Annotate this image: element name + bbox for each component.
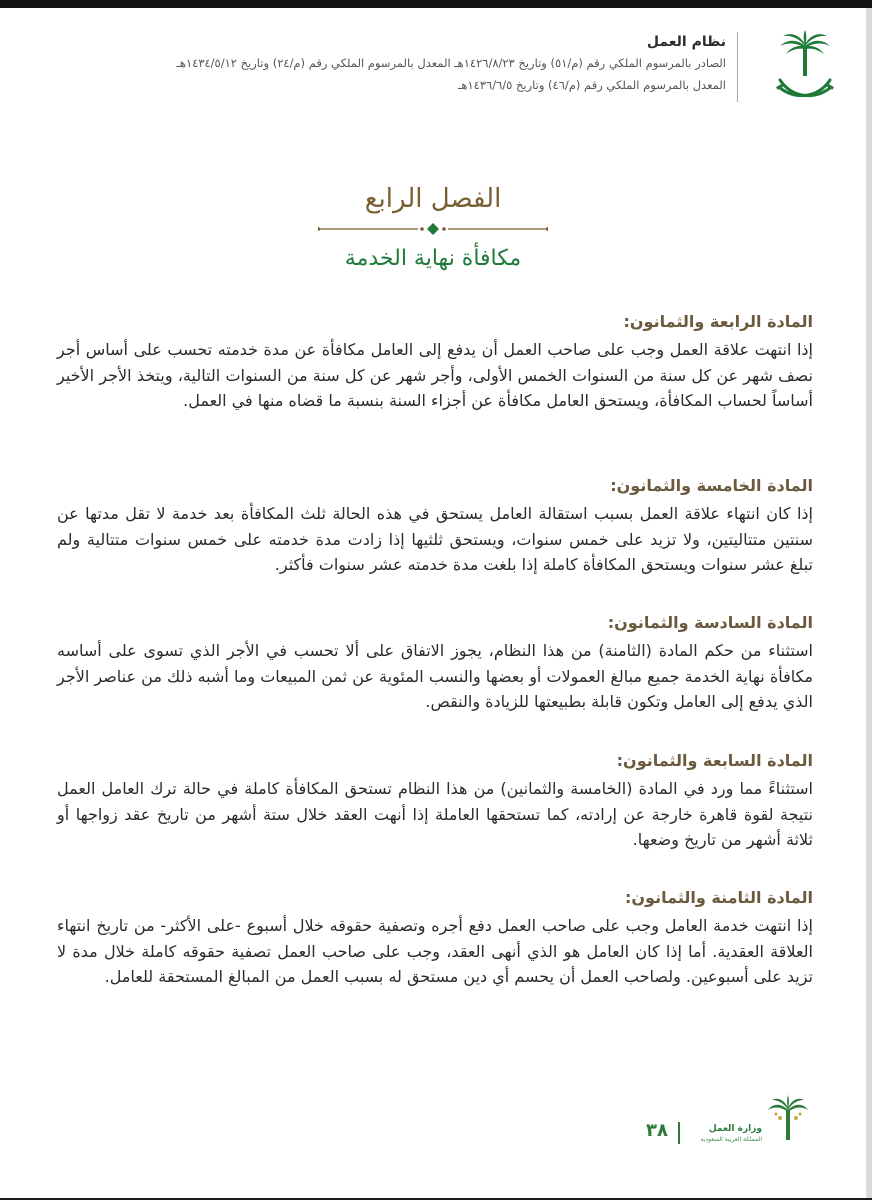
ornament-divider-icon: [318, 222, 548, 236]
chapter-subtitle: مكافأة نهاية الخدمة: [344, 246, 522, 271]
saudi-emblem-icon: [772, 28, 838, 108]
article-title: المادة السابعة والثمانون:: [616, 751, 813, 770]
article-84: [57, 309, 813, 414]
article-body: إذا انتهت خدمة العامل وجب على صاحب العمل دفع أجره وتصفية حقوقه خلال أسبوع -على الأكثر- من تاريخ انتهاء العلاقة العقدية. أما إذا كان العامل هو الذي أنهى العقد، وجب على صاحب العمل تصفية حقوقه كاملة خلال مدة لا تزيد على أسبوعين. ولصاحب العمل أن يحسم أي دين مستحق له بسبب العمل من المبالغ المستحقة للعامل.: [57, 916, 813, 986]
page-number: ٣٨: [646, 1120, 668, 1141]
article-87: [57, 748, 813, 853]
header-divider: [737, 32, 738, 102]
article-body: استثناءً مما ورد في المادة (الخامسة والثمانين) من هذا النظام تستحق المكافأة كاملة في حالة ترك العامل العمل نتيجة لقوة قاهرة خارجة عن إرادته، كما تستحقها العاملة إذا أنهت العقد خلال ستة أشهر من تاريخ عقد زواجها أو ثلاثة أشهر من تاريخ وضعها.: [57, 779, 813, 849]
ministry-country: المملكة العربية السعودية: [700, 1136, 762, 1143]
chapter-title: الفصل الرابع: [364, 184, 502, 214]
article-title: المادة الثامنة والثمانون:: [625, 888, 813, 907]
document-page: [0, 8, 866, 1198]
decree-line-1: الصادر بالمرسوم الملكي رقم (م/٥١) وتاريخ ١٤٢٦/٨/٢٣هـ المعدل بالمرسوم الملكي رقم (م/٢٤) وتاريخ ١٤٣٤/٥/١٢هـ: [176, 56, 726, 70]
document-header: [6, 34, 726, 100]
article-85: [57, 473, 813, 578]
decree-line-2: المعدل بالمرسوم الملكي رقم (م/٤٦) وتاريخ ١٤٣٦/٦/٥هـ: [458, 78, 726, 92]
article-86: [57, 610, 813, 715]
ministry-name: وزارة العمل: [708, 1124, 762, 1134]
ministry-logo-icon: [766, 1094, 810, 1146]
article-body: إذا انتهت علاقة العمل وجب على صاحب العمل أن يدفع إلى العامل مكافأة عن مدة خدمته تحسب على أساس أجر نصف شهر عن كل سنة من السنوات الخمس الأولى، وأجر شهر عن كل سنة من السنوات التالية، ويتخذ الأجر الأخير أساساً لحساب المكافأة، ويستحق العامل مكافأة عن أجزاء السنة بنسبة ما قضاه منها في العمل.: [57, 340, 813, 410]
article-title: المادة الخامسة والثمانون:: [610, 476, 813, 495]
article-body: إذا كان انتهاء علاقة العمل بسبب استقالة العامل يستحق في هذه الحالة ثلث المكافأة بعد خدمة لا تقل مدتها عن سنتين متتاليتين، ولا تزيد على خمس سنوات، ويستحق ثلثيها إذا زادت مدة خدمته على خمس سنوات متتالية ولم تبلغ عشر سنوات ويستحق المكافأة كاملة إذا بلغت مدة خدمته عشر سنوات فأكثر.: [57, 504, 813, 574]
article-88: [57, 885, 813, 990]
page-footer: [610, 1094, 810, 1150]
article-title: المادة الرابعة والثمانون:: [623, 312, 813, 331]
law-title: نظام العمل: [646, 34, 726, 50]
article-title: المادة السادسة والثمانون:: [607, 613, 813, 632]
chapter-heading: [0, 184, 866, 271]
page-edge-shadow: [866, 8, 872, 1198]
top-frame-bar: [0, 0, 872, 8]
footer-divider: [678, 1122, 680, 1144]
article-body: استثناء من حكم المادة (الثامنة) من هذا النظام، يجوز الاتفاق على ألا تحسب في الأجر الذي تسوى على أساسه مكافأة نهاية الخدمة جميع مبالغ العمولات أو بعضها والنسب المئوية عن ثمن المبيعات وما أشبه ذلك من عناصر الأجر الذي يدفع إلى العامل وتكون قابلة بطبيعتها للزيادة والنقص.: [57, 641, 813, 711]
